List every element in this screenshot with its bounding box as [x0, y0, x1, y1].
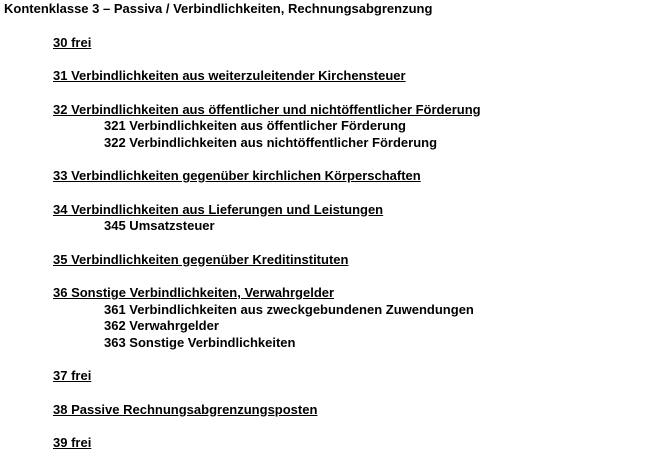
group-heading: 38 Passive Rechnungsabgrenzungsposten [53, 401, 318, 417]
group-heading: 32 Verbindlichkeiten aus öffentlicher und nichtöffentlicher Förderung [53, 101, 481, 117]
group-heading: 35 Verbindlichkeiten gegenüber Kreditinstituten [53, 251, 349, 267]
sub-account: 361 Verbindlichkeiten aus zweckgebundenen Zuwendungen [104, 301, 474, 317]
account-group-36 [53, 285, 664, 351]
group-heading: 33 Verbindlichkeiten gegenüber kirchlichen Körperschaften [53, 168, 421, 183]
account-group-35 [53, 252, 664, 269]
group-heading: 39 frei [53, 435, 92, 450]
sub-account: 363 Sonstige Verbindlichkeiten [104, 334, 296, 350]
group-heading: 37 frei [53, 368, 92, 383]
sub-account: 321 Verbindlichkeiten aus öffentlicher Förderung [104, 118, 406, 133]
account-group-32 [53, 102, 664, 152]
document [4, 1, 664, 452]
account-group-33 [53, 168, 664, 185]
group-heading: 31 Verbindlichkeiten aus weiterzuleitender Kirchensteuer [53, 68, 406, 83]
group-heading: 30 frei [53, 34, 92, 50]
account-group-34 [53, 202, 664, 235]
group-heading: 34 Verbindlichkeiten aus Lieferungen und Leistungen [53, 201, 384, 217]
account-group-39 [53, 435, 664, 452]
account-group-31 [53, 68, 664, 85]
account-group-38 [53, 402, 664, 419]
account-group-30 [53, 35, 664, 52]
account-group-37 [53, 368, 664, 385]
sub-account: 362 Verwahrgelder [104, 318, 219, 333]
group-heading: 36 Sonstige Verbindlichkeiten, Verwahrgelder [53, 285, 335, 300]
sub-account: 322 Verbindlichkeiten aus nichtöffentlicher Förderung [104, 134, 438, 150]
sub-account: 345 Umsatzsteuer [104, 218, 215, 233]
page-title: Kontenklasse 3 – Passiva / Verbindlichkeiten, Rechnungsabgrenzung [4, 1, 433, 16]
